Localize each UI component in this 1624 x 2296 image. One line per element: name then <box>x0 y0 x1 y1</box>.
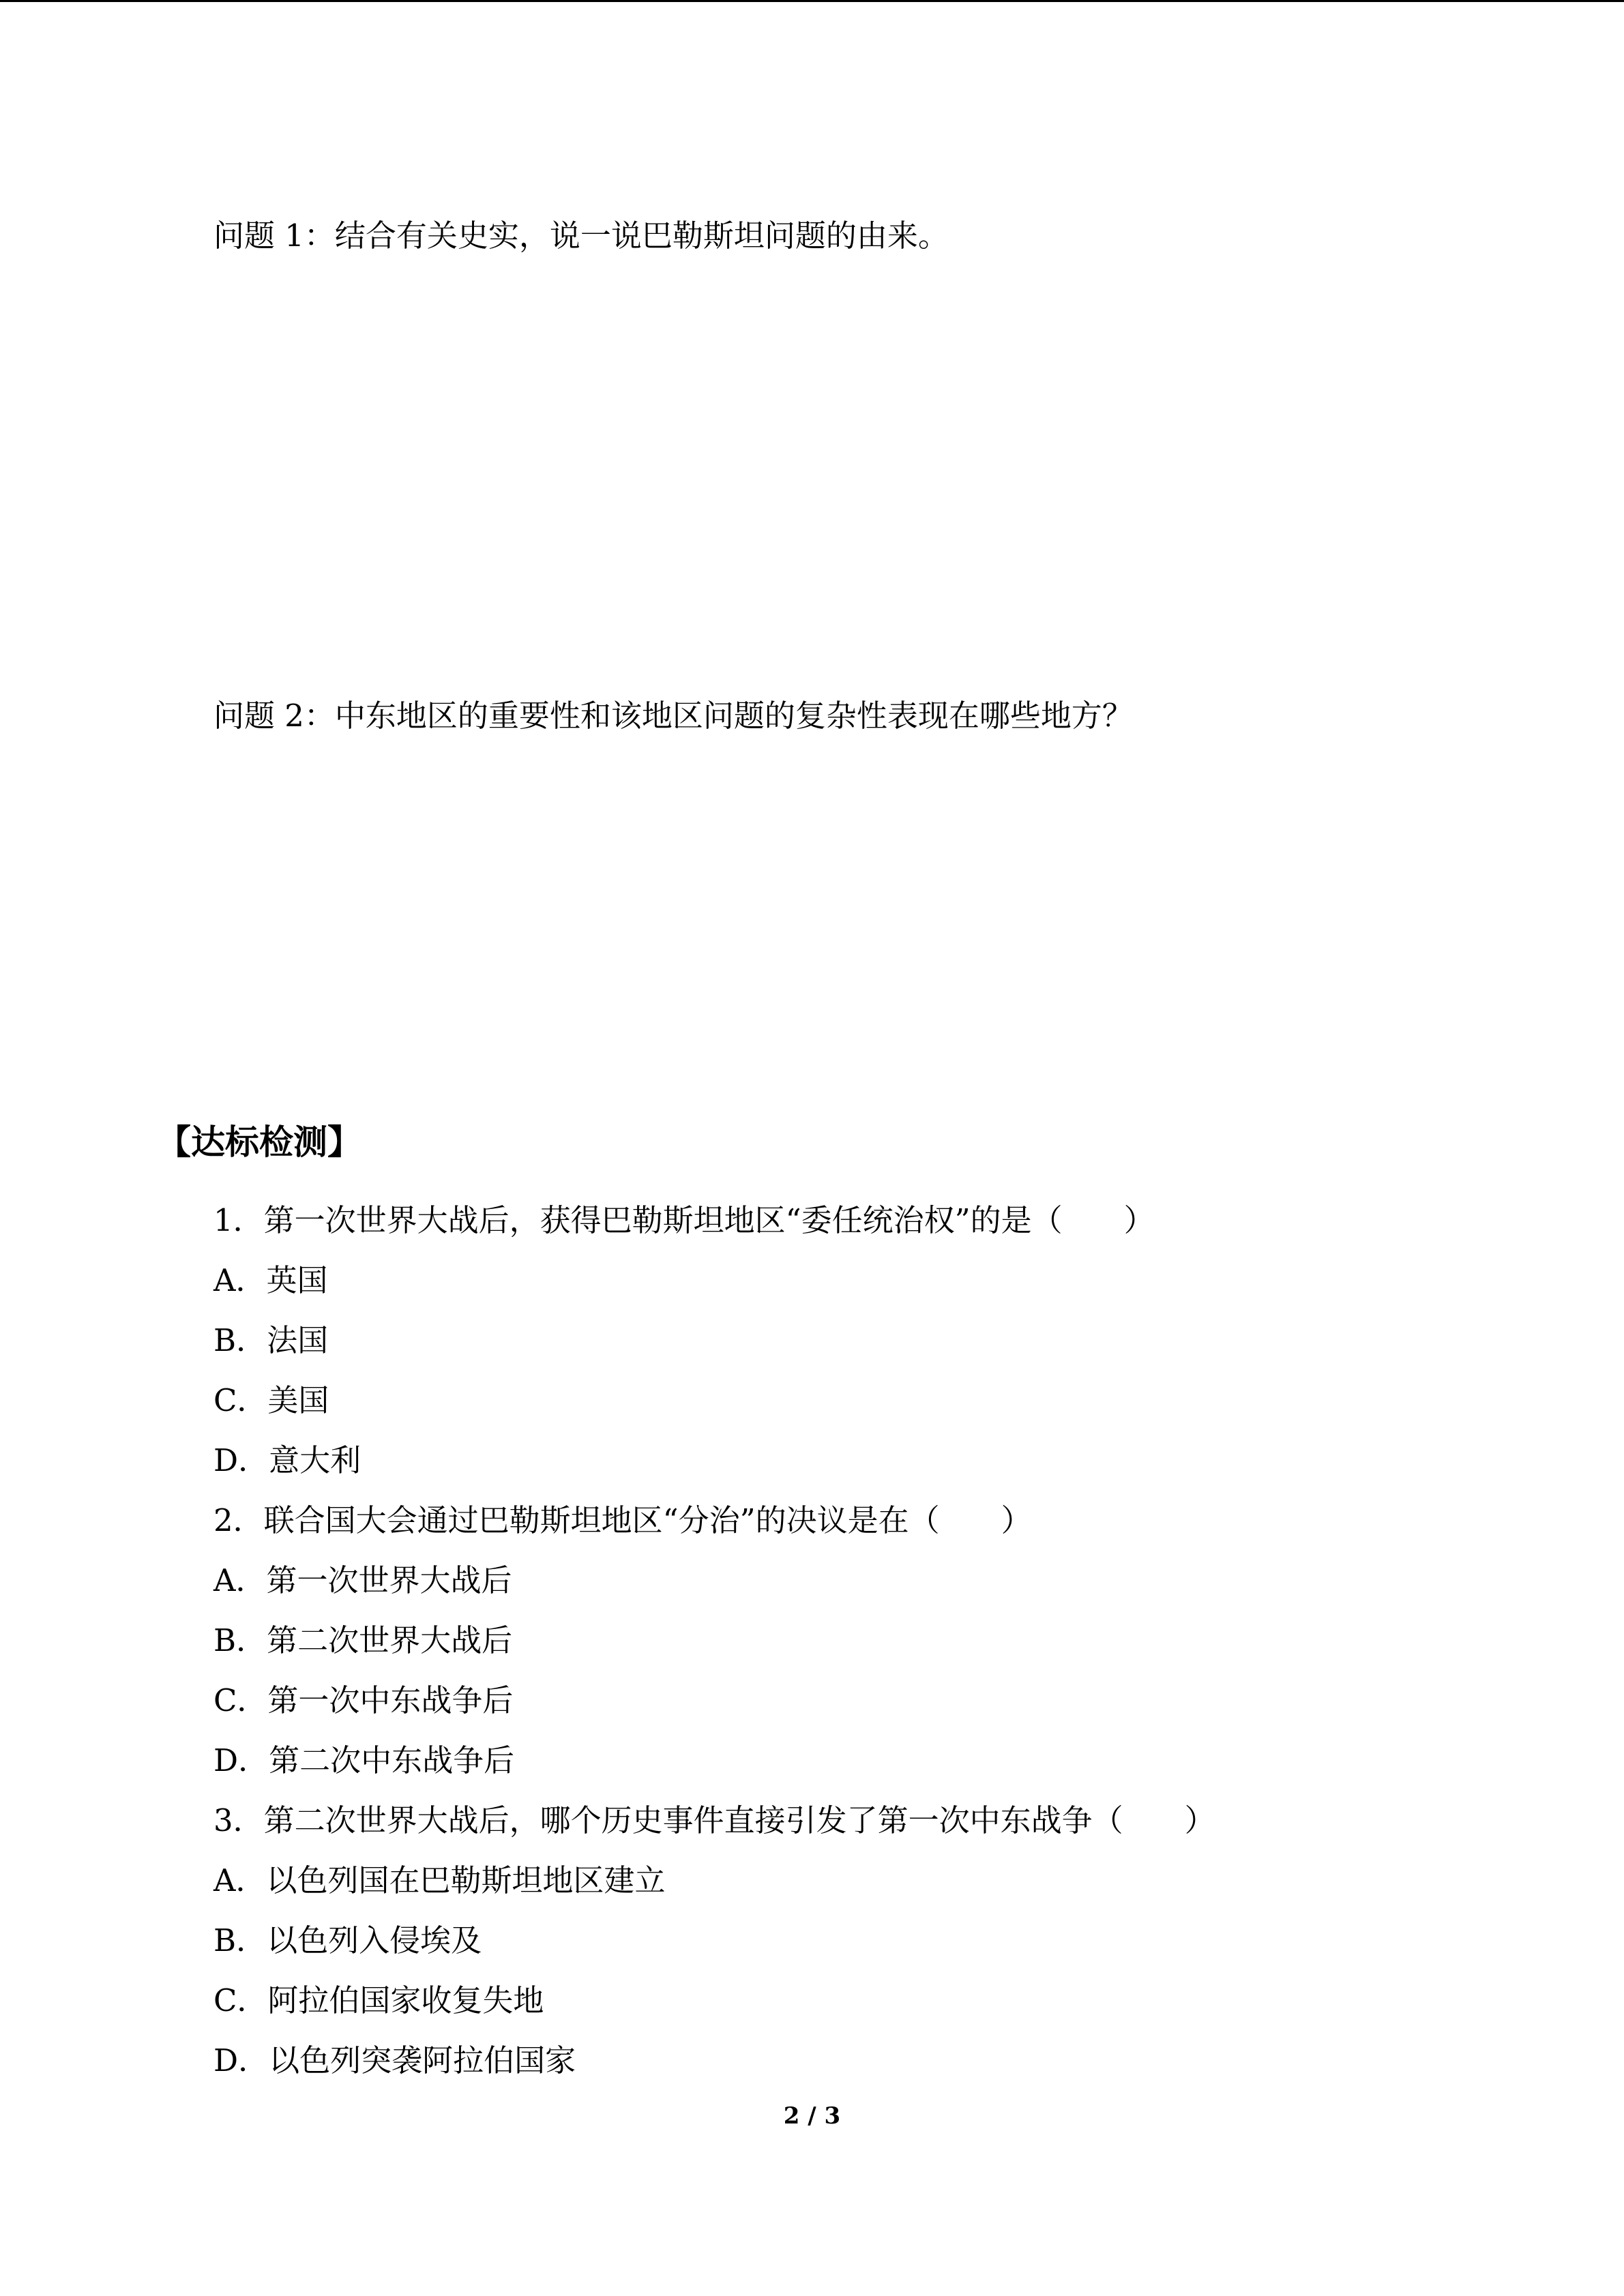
section-title: 【达标检测】 <box>157 1122 361 1162</box>
question-stem: 3．第二次世界大战后，哪个历史事件直接引发了第一次中东战争（ ） <box>213 1802 1215 1838</box>
answer-option: B．第二次世界大战后 <box>213 1622 513 1658</box>
answer-option: B．以色列入侵埃及 <box>213 1922 482 1958</box>
answer-option: D．以色列突袭阿拉伯国家 <box>213 2042 576 2078</box>
answer-option: D．意大利 <box>213 1442 361 1478</box>
answer-option: C．阿拉伯国家收复失地 <box>213 1982 544 2018</box>
question-stem: 1．第一次世界大战后，获得巴勒斯坦地区“委任统治权”的是（ ） <box>213 1202 1155 1238</box>
answer-option: A．英国 <box>213 1262 328 1298</box>
question-stem: 2．联合国大会通过巴勒斯坦地区“分治”的决议是在（ ） <box>213 1502 1032 1538</box>
discussion-question-2: 问题 2：中东地区的重要性和该地区问题的复杂性表现在哪些地方？ <box>213 698 1133 734</box>
answer-option: C．第一次中东战争后 <box>213 1682 514 1718</box>
answer-option: A．以色列国在巴勒斯坦地区建立 <box>213 1862 666 1898</box>
answer-option: B．法国 <box>213 1322 329 1358</box>
question-list <box>213 1200 1441 2100</box>
answer-option: D．第二次中东战争后 <box>213 1742 515 1778</box>
page-number: 2 / 3 <box>783 2102 841 2130</box>
answer-option: C．美国 <box>213 1382 329 1418</box>
discussion-question-1: 问题 1：结合有关史实，说一说巴勒斯坦问题的由来。 <box>213 218 949 254</box>
answer-option: A．第一次世界大战后 <box>213 1562 512 1598</box>
